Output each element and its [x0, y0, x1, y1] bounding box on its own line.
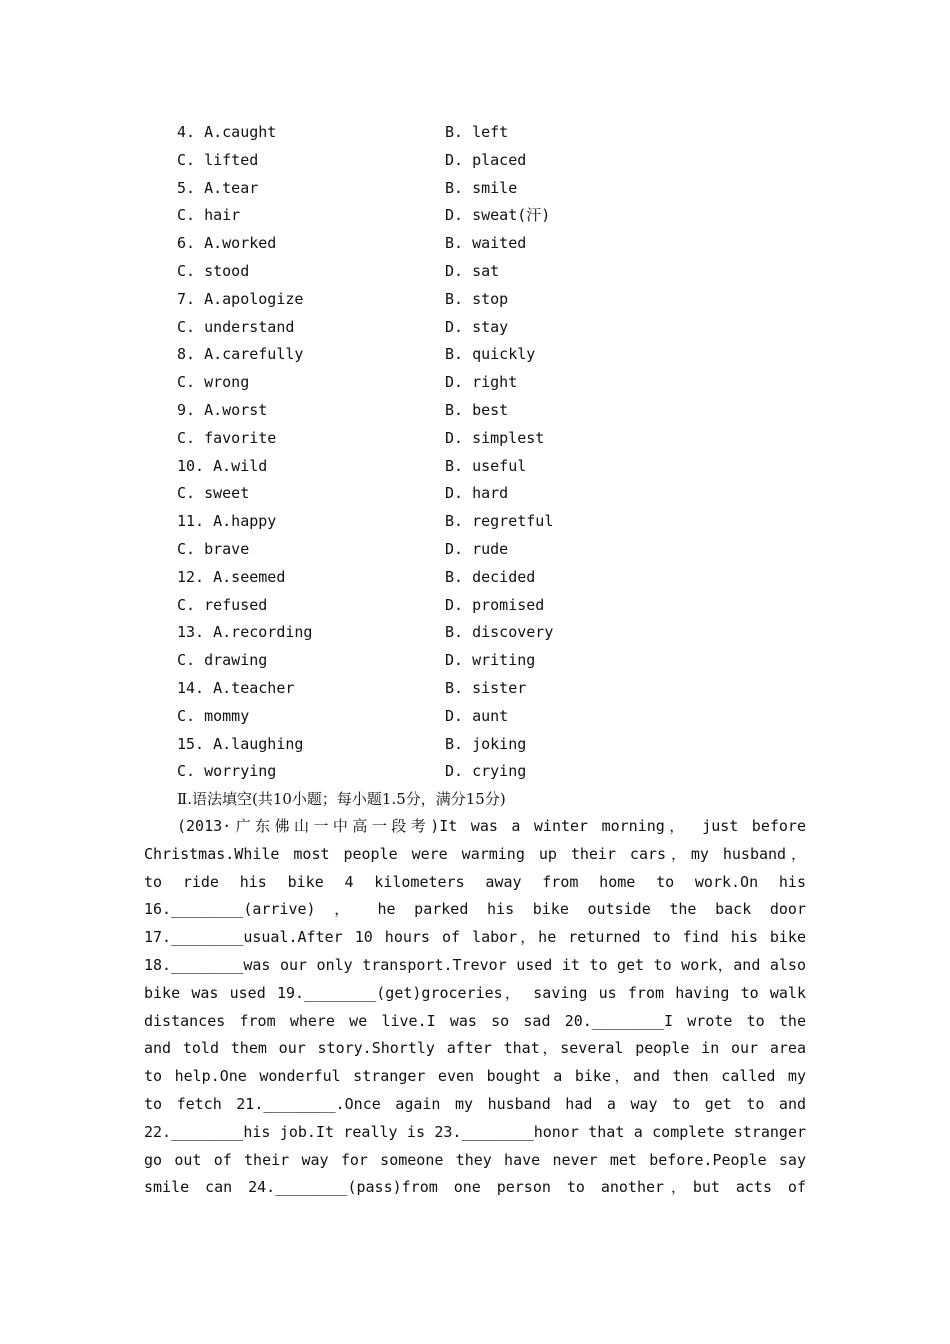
option-row — [177, 286, 817, 314]
option-right: B. quickly — [445, 345, 536, 364]
passage-line: 17.________usual.After 10 hours of labor，he returned to find his bike — [144, 928, 806, 947]
option-right: B. joking — [445, 734, 527, 753]
option-right: D. simplest — [445, 428, 545, 447]
option-row — [177, 230, 817, 258]
option-left: 13. A.recording — [177, 623, 313, 642]
option-row — [177, 536, 817, 564]
option-left: 5. A.tear — [177, 178, 259, 197]
option-right: D. crying — [445, 762, 527, 781]
option-row — [177, 592, 817, 620]
option-row — [177, 341, 817, 369]
option-row — [177, 675, 817, 703]
option-right: B. discovery — [445, 623, 554, 642]
option-row — [177, 453, 817, 481]
option-row — [177, 758, 817, 786]
option-row — [177, 314, 817, 342]
option-row — [177, 147, 817, 175]
option-left: 14. A.teacher — [177, 678, 295, 697]
option-left: 6. A.worked — [177, 234, 277, 253]
option-row — [177, 647, 817, 675]
option-right: B. regretful — [445, 512, 554, 531]
passage-line: Christmas.While most people were warming up their cars，my husband， — [144, 844, 806, 863]
option-right: B. best — [445, 400, 509, 419]
passage-line: 16.________(arrive) ， he parked his bike outside the back door — [144, 900, 806, 919]
option-row — [177, 369, 817, 397]
passage-line: go out of their way for someone they have never met before.People say — [144, 1150, 806, 1169]
option-left: C. drawing — [177, 651, 268, 670]
option-left: 4. A.caught — [177, 123, 277, 141]
option-row — [177, 425, 817, 453]
option-right: D. promised — [445, 595, 545, 614]
option-left: C. stood — [177, 261, 250, 280]
passage-line: 18.________was our only transport.Trevor used it to get to work，and also — [144, 955, 806, 974]
option-right: D. right — [445, 373, 518, 392]
option-left: 8. A.carefully — [177, 345, 304, 364]
option-row — [177, 202, 817, 230]
option-row — [177, 480, 817, 508]
passage-line: 22.________his job.It really is 23.________honor that a complete stranger — [144, 1122, 806, 1141]
option-right: D. placed — [445, 150, 527, 169]
option-left: C. hair — [177, 206, 241, 225]
option-right: D. rude — [445, 539, 509, 558]
option-right: B. smile — [445, 178, 518, 197]
passage-line: and told them our story.Shortly after that，several people in our area — [144, 1039, 806, 1058]
passage-line: to help.One wonderful stranger even bought a bike，and then called my — [144, 1067, 806, 1086]
passage-line: bike was used 19.________(get)groceries， saving us from having to walk — [144, 983, 806, 1002]
option-left: C. refused — [177, 595, 268, 614]
option-right: D. stay — [445, 317, 509, 336]
option-right: D. sweat(汗) — [445, 206, 551, 225]
passage-line: distances from where we live.I was so sad 20.________I wrote to the — [144, 1011, 806, 1030]
option-left: 11. A.happy — [177, 512, 277, 531]
option-left: C. mommy — [177, 706, 250, 725]
passage-line: to fetch 21.________.Once again my husband had a way to get to and — [144, 1094, 806, 1113]
option-row — [177, 619, 817, 647]
option-left: C. lifted — [177, 150, 259, 169]
option-row — [177, 175, 817, 203]
option-right: B. stop — [445, 289, 509, 308]
option-left: C. understand — [177, 317, 295, 336]
option-row — [177, 703, 817, 731]
option-row — [177, 119, 817, 147]
option-right: D. writing — [445, 651, 536, 670]
passage-line: (2013·广东佛山一中高一段考)It was a winter morning， just before — [177, 817, 806, 835]
option-right: D. hard — [445, 484, 509, 503]
option-row — [177, 731, 817, 759]
option-right: D. aunt — [445, 706, 509, 725]
option-right: B. useful — [445, 456, 527, 475]
passage-line: to ride his bike 4 kilometers away from home to work.On his — [144, 872, 806, 891]
option-row — [177, 508, 817, 536]
option-left: 12. A.seemed — [177, 567, 286, 586]
option-right: B. left — [445, 123, 509, 141]
option-row — [177, 564, 817, 592]
option-left: C. worrying — [177, 762, 277, 781]
option-right: B. sister — [445, 678, 527, 697]
reading-passage — [144, 813, 806, 1202]
option-left: 15. A.laughing — [177, 734, 304, 753]
option-left: 10. A.wild — [177, 456, 268, 475]
passage-line: smile can 24.________(pass)from one person to another，but acts of — [144, 1178, 806, 1197]
option-right: D. sat — [445, 261, 500, 280]
option-left: 7. A.apologize — [177, 289, 304, 308]
option-left: C. favorite — [177, 428, 277, 447]
option-left: C. wrong — [177, 373, 250, 392]
option-row — [177, 397, 817, 425]
answer-options-list — [177, 119, 817, 786]
option-right: B. waited — [445, 234, 527, 253]
option-left: C. brave — [177, 539, 250, 558]
section-heading: Ⅱ.语法填空(共10小题；每小题1.5分，满分15分) — [177, 790, 506, 808]
option-left: 9. A.worst — [177, 400, 268, 419]
option-left: C. sweet — [177, 484, 250, 503]
option-right: B. decided — [445, 567, 536, 586]
option-row — [177, 258, 817, 286]
